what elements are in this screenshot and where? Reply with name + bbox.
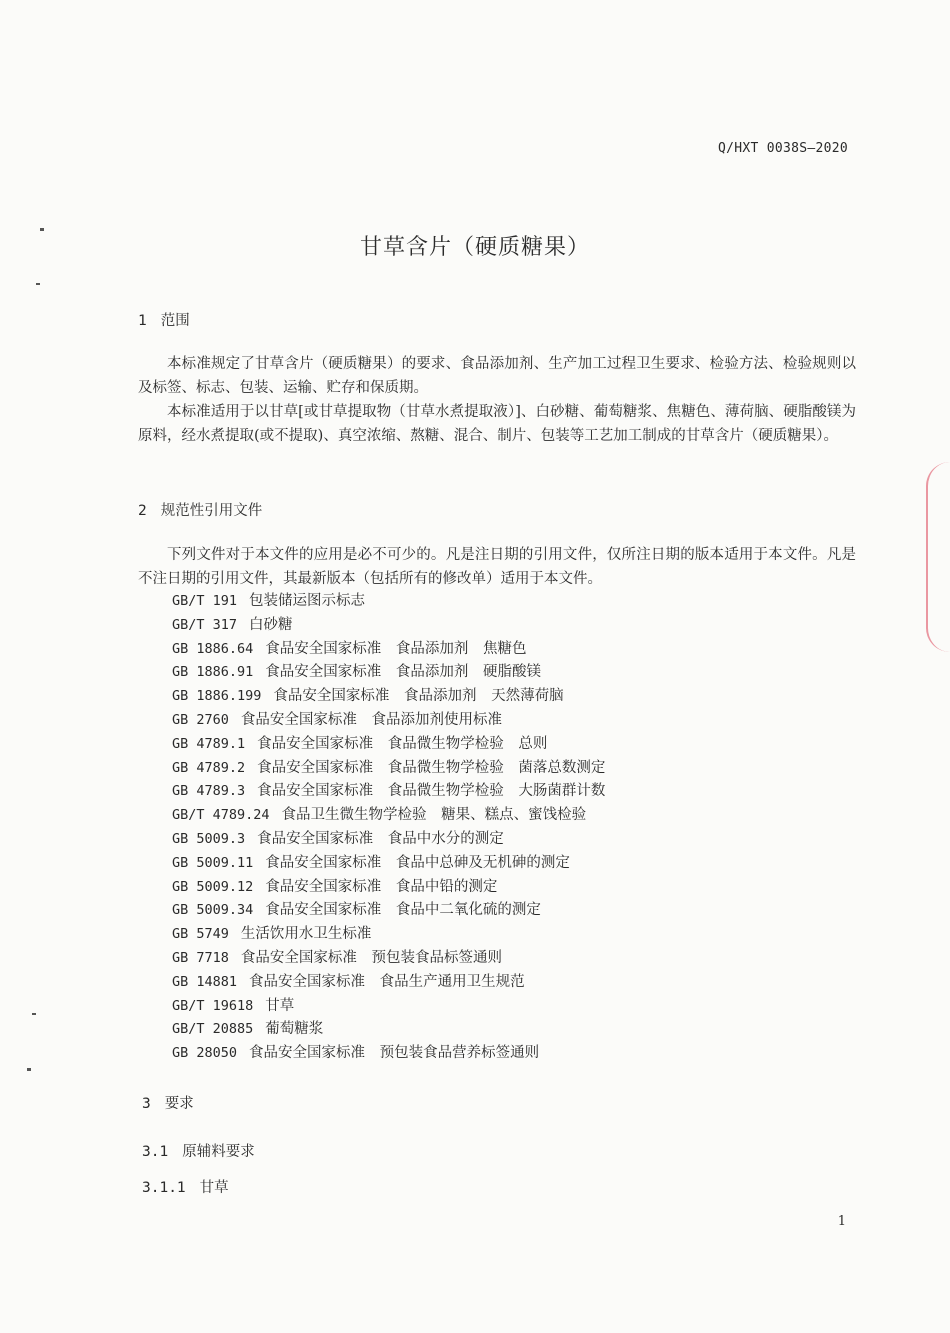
reference-item xyxy=(172,1042,605,1066)
reference-name: 食品安全国家标准 食品生产通用卫生规范 xyxy=(249,973,525,990)
reference-item xyxy=(172,757,605,781)
reference-name: 食品安全国家标准 预包装食品营养标签通则 xyxy=(249,1045,540,1062)
reference-code: GB 2760 xyxy=(172,711,229,728)
reference-name: 食品安全国家标准 食品中铅的测定 xyxy=(265,878,498,895)
reference-item xyxy=(172,995,605,1019)
reference-name: 葡萄糖浆 xyxy=(265,1021,324,1038)
reference-item xyxy=(172,947,605,971)
reference-item xyxy=(172,804,605,828)
scan-mark xyxy=(36,283,40,285)
reference-item xyxy=(172,852,605,876)
reference-code: GB 5009.3 xyxy=(172,830,246,847)
reference-code: GB 5749 xyxy=(172,926,229,943)
reference-item xyxy=(172,1018,605,1042)
section-heading-requirements xyxy=(142,1092,194,1113)
seal-stamp-edge xyxy=(926,462,950,652)
reference-code: GB/T 317 xyxy=(172,616,238,633)
reference-name: 包装储运图示标志 xyxy=(249,593,366,609)
reference-code: GB 28050 xyxy=(172,1045,238,1062)
reference-item xyxy=(172,685,605,709)
reference-name: 食品安全国家标准 食品微生物学检验 菌落总数测定 xyxy=(257,759,606,776)
section-title: 要求 xyxy=(164,1096,194,1112)
reference-item xyxy=(172,709,605,733)
reference-name: 食品安全国家标准 食品中水分的测定 xyxy=(257,830,504,847)
reference-code: GB 4789.1 xyxy=(172,735,246,752)
reference-item xyxy=(172,923,605,947)
section-title: 原辅料要求 xyxy=(182,1144,255,1160)
section-number: 3.1.1 xyxy=(142,1180,186,1196)
reference-item xyxy=(172,614,605,638)
scan-mark xyxy=(27,1068,31,1071)
section-title: 甘草 xyxy=(199,1180,229,1196)
reference-code: GB/T 191 xyxy=(172,593,238,609)
reference-name: 甘草 xyxy=(265,997,295,1014)
scan-mark xyxy=(40,228,44,231)
reference-name: 食品安全国家标准 食品中总砷及无机砷的测定 xyxy=(265,854,570,871)
section-number: 1 xyxy=(138,313,147,329)
reference-name: 食品安全国家标准 食品中二氧化硫的测定 xyxy=(265,902,541,919)
reference-code: GB 1886.199 xyxy=(172,688,262,705)
reference-item xyxy=(172,828,605,852)
section-title: 范围 xyxy=(160,313,190,329)
document-code: Q/HXT 0038S—2020 xyxy=(717,141,848,156)
reference-item xyxy=(172,780,605,804)
reference-code: GB 5009.11 xyxy=(172,854,254,871)
reference-name: 白砂糖 xyxy=(249,616,293,633)
reference-name: 食品安全国家标准 食品添加剂 焦糖色 xyxy=(265,640,527,657)
reference-code: GB/T 20885 xyxy=(172,1021,254,1038)
normative-intro: 下列文件对于本文件的应用是必不可少的。凡是注日期的引用文件，仅所注日期的版本适用于本文件。凡是不注日期的引用文件，其最新版本（包括所有的修改单）适用于本文件。 xyxy=(138,547,856,587)
section-title: 规范性引用文件 xyxy=(160,503,263,519)
section-number: 3.1 xyxy=(142,1144,169,1160)
section-heading-normative xyxy=(138,499,262,520)
reference-code: GB 5009.34 xyxy=(172,902,254,919)
reference-item xyxy=(172,590,605,614)
section-heading-scope xyxy=(138,309,190,330)
reference-name: 食品安全国家标准 食品微生物学检验 大肠菌群计数 xyxy=(257,783,606,800)
reference-code: GB 5009.12 xyxy=(172,878,254,895)
reference-name: 生活饮用水卫生标准 xyxy=(240,926,372,943)
section-heading-licorice xyxy=(142,1176,229,1197)
reference-item xyxy=(172,733,605,757)
reference-name: 食品安全国家标准 食品添加剂 天然薄荷脑 xyxy=(273,688,564,705)
reference-item xyxy=(172,876,605,900)
section-number: 3 xyxy=(142,1096,151,1112)
scope-paragraph-2: 本标准适用于以甘草[或甘草提取物（甘草水煮提取液）]、白砂糖、葡萄糖浆、焦糖色、薄荷脑、硬脂酸镁为原料，经水煮提取(或不提取)、真空浓缩、熬糖、混合、制片、包装等工艺加工制成的甘草含片（硬质糖果）。 xyxy=(138,404,856,444)
reference-name: 食品安全国家标准 食品微生物学检验 总则 xyxy=(257,735,548,752)
reference-name: 食品卫生微生物学检验 糖果、糕点、蜜饯检验 xyxy=(281,807,587,824)
scan-mark xyxy=(32,1013,36,1015)
scope-paragraph-1: 本标准规定了甘草含片（硬质糖果）的要求、食品添加剂、生产加工过程卫生要求、检验方法、检验规则以及标签、标志、包装、运输、贮存和保质期。 xyxy=(138,356,856,396)
reference-code: GB/T 19618 xyxy=(172,997,254,1014)
reference-name: 食品安全国家标准 食品添加剂 硬脂酸镁 xyxy=(265,664,541,681)
reference-code: GB 14881 xyxy=(172,973,238,990)
reference-code: GB 7718 xyxy=(172,949,229,966)
reference-name: 食品安全国家标准 预包装食品标签通则 xyxy=(240,949,503,966)
reference-name: 食品安全国家标准 食品添加剂使用标准 xyxy=(240,711,503,728)
reference-item xyxy=(172,661,605,685)
section-number: 2 xyxy=(138,503,147,519)
reference-code: GB/T 4789.24 xyxy=(172,807,270,824)
reference-code: GB 4789.2 xyxy=(172,759,246,776)
reference-list xyxy=(172,590,605,1066)
page-number: 1 xyxy=(837,1214,846,1229)
reference-code: GB 1886.64 xyxy=(172,640,254,657)
reference-code: GB 4789.3 xyxy=(172,783,246,800)
reference-code: GB 1886.91 xyxy=(172,664,254,681)
document-title: 甘草含片（硬质糖果） xyxy=(359,235,590,260)
reference-item xyxy=(172,971,605,995)
section-heading-raw-materials xyxy=(142,1140,255,1161)
reference-item xyxy=(172,638,605,662)
reference-item xyxy=(172,899,605,923)
